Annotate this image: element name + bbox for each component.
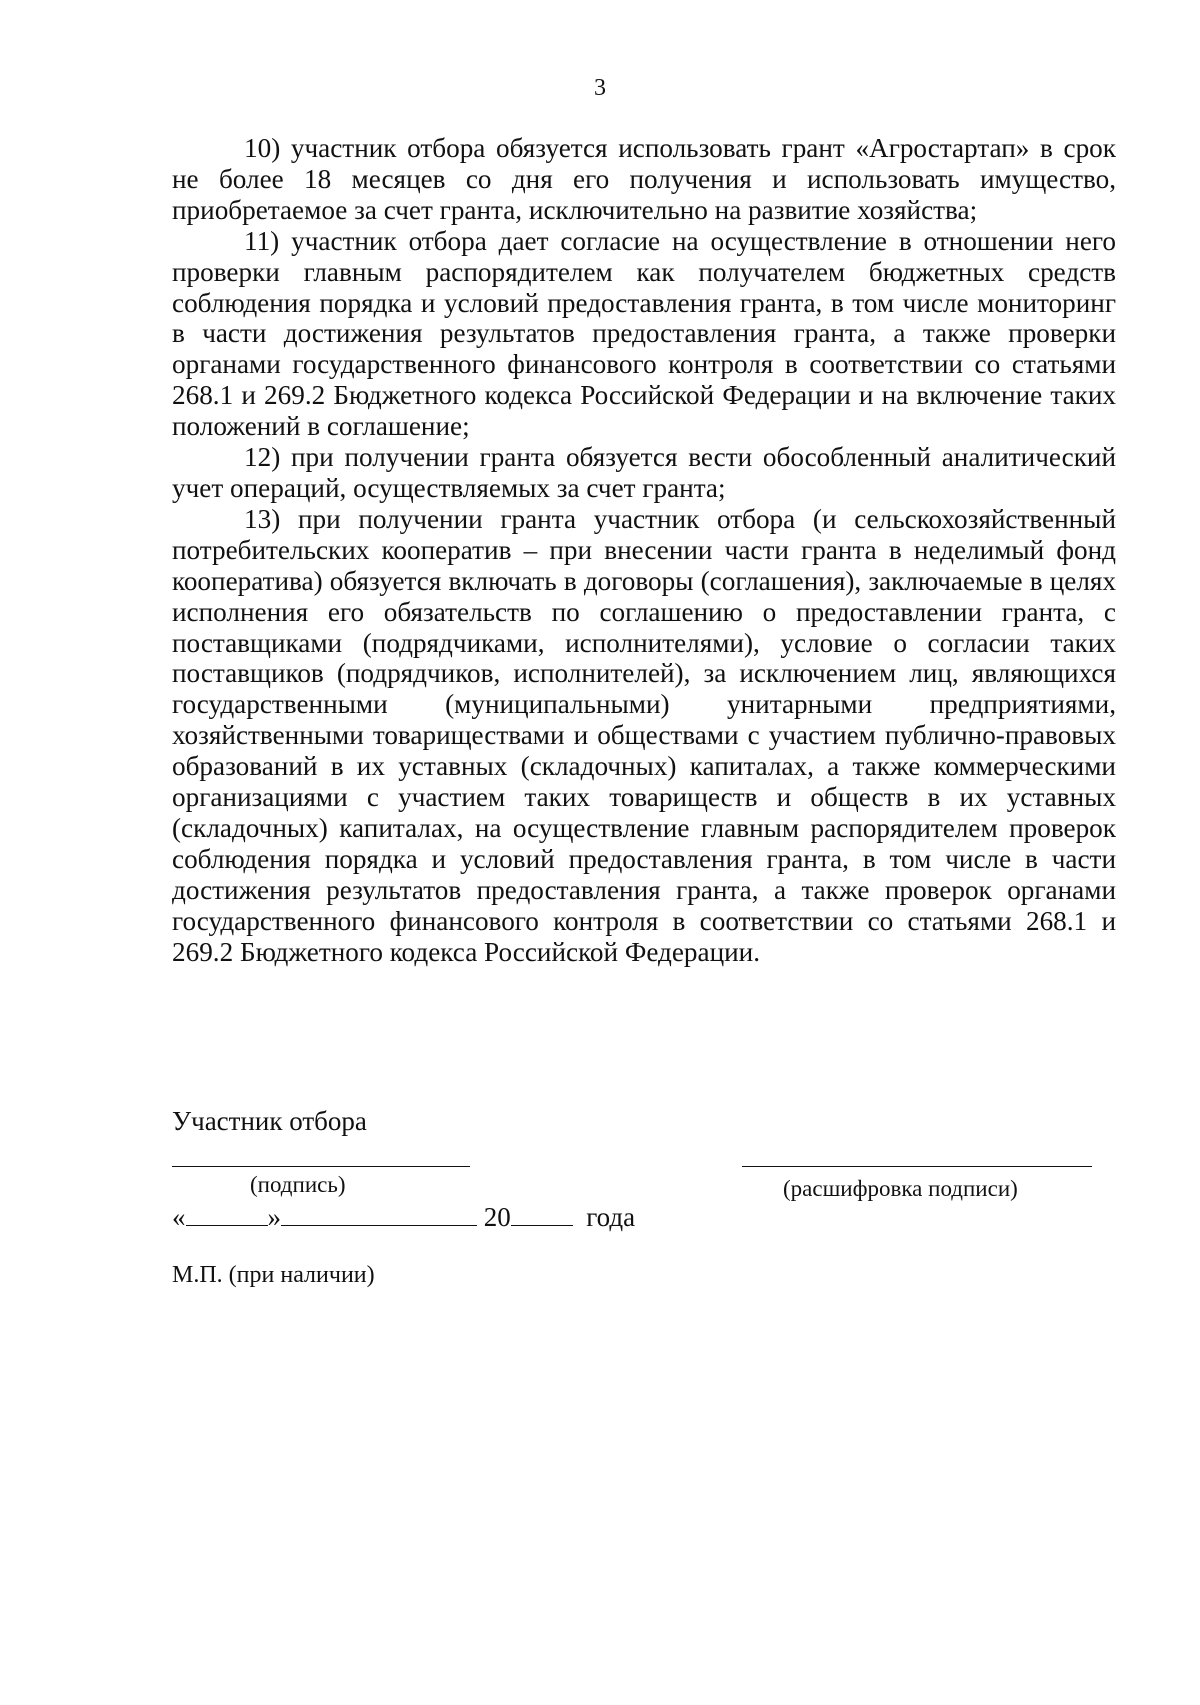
stamp-note: М.П. (при наличии) (172, 1262, 375, 1288)
list-item-10: 10) участник отбора обязуется использовать грант «Агростартап» в срок не более 18 месяцев со дня его получения и использовать имущество, приобретаемое за счет гранта, исключительно на развитие хозяйства; (172, 133, 1116, 225)
signature-caption: (подпись) (250, 1172, 346, 1197)
date-century: 20 (483, 1202, 511, 1232)
date-month-blank (281, 1203, 477, 1226)
list-item-13: 13) при получении гранта участник отбора (и сельскохозяйственный потребительских кооператив – при внесении части гранта в неделимый фонд кооператива) обязуется включать в договоры (соглашения), заключаемые в целях исполнения его обязательств по соглашению о предоставлении гранта, с поставщиками (подрядчиками, исполнителями), условие о согласии таких поставщиков (подрядчиков, исполнителей), за исключением лиц, являющихся государственными (муниципальными) унитарными предприятиями, хозяйственными товариществами и обществами с участием публично-правовых образований в их уставных (складочных) капиталах, а также коммерческими организациями с участием таких товариществ и обществ в их уставных (складочных) капиталах, на осуществление главным распорядителем проверок соблюдения порядка и условий предоставления гранта, в том числе в части достижения результатов предоставления гранта, а также проверок органами государственного финансового контроля в соответствии со статьями 268.1 и 269.2 Бюджетного кодекса Российской Федерации. (172, 503, 1116, 967)
signature-decoding-line (742, 1166, 1092, 1167)
date-year-word: года (586, 1202, 636, 1232)
date-open-quote: « (172, 1202, 186, 1232)
date-year-blank (511, 1203, 573, 1226)
date-day-blank (186, 1203, 268, 1226)
document-body (172, 133, 1116, 967)
signature-decoding-caption: (расшифровка подписи) (783, 1176, 1018, 1201)
list-item-12: 12) при получении гранта обязуется вести обособленный аналитический учет операций, осуществляемых за счет гранта; (172, 442, 1116, 503)
date-close-quote: » (267, 1202, 281, 1232)
page-number: 3 (594, 75, 606, 101)
signature-line (172, 1166, 470, 1167)
signer-label: Участник отбора (172, 1106, 367, 1136)
date-row (172, 1200, 635, 1234)
list-item-11: 11) участник отбора дает согласие на осуществление в отношении него проверки главным распорядителем как получателем бюджетных средств соблюдения порядка и условий предоставления гранта, в том числе мониторинг в части достижения результатов предоставления гранта, а также проверки органами государственного финансового контроля в соответствии со статьями 268.1 и 269.2 Бюджетного кодекса Российской Федерации и на включение таких положений в соглашение; (172, 225, 1116, 442)
